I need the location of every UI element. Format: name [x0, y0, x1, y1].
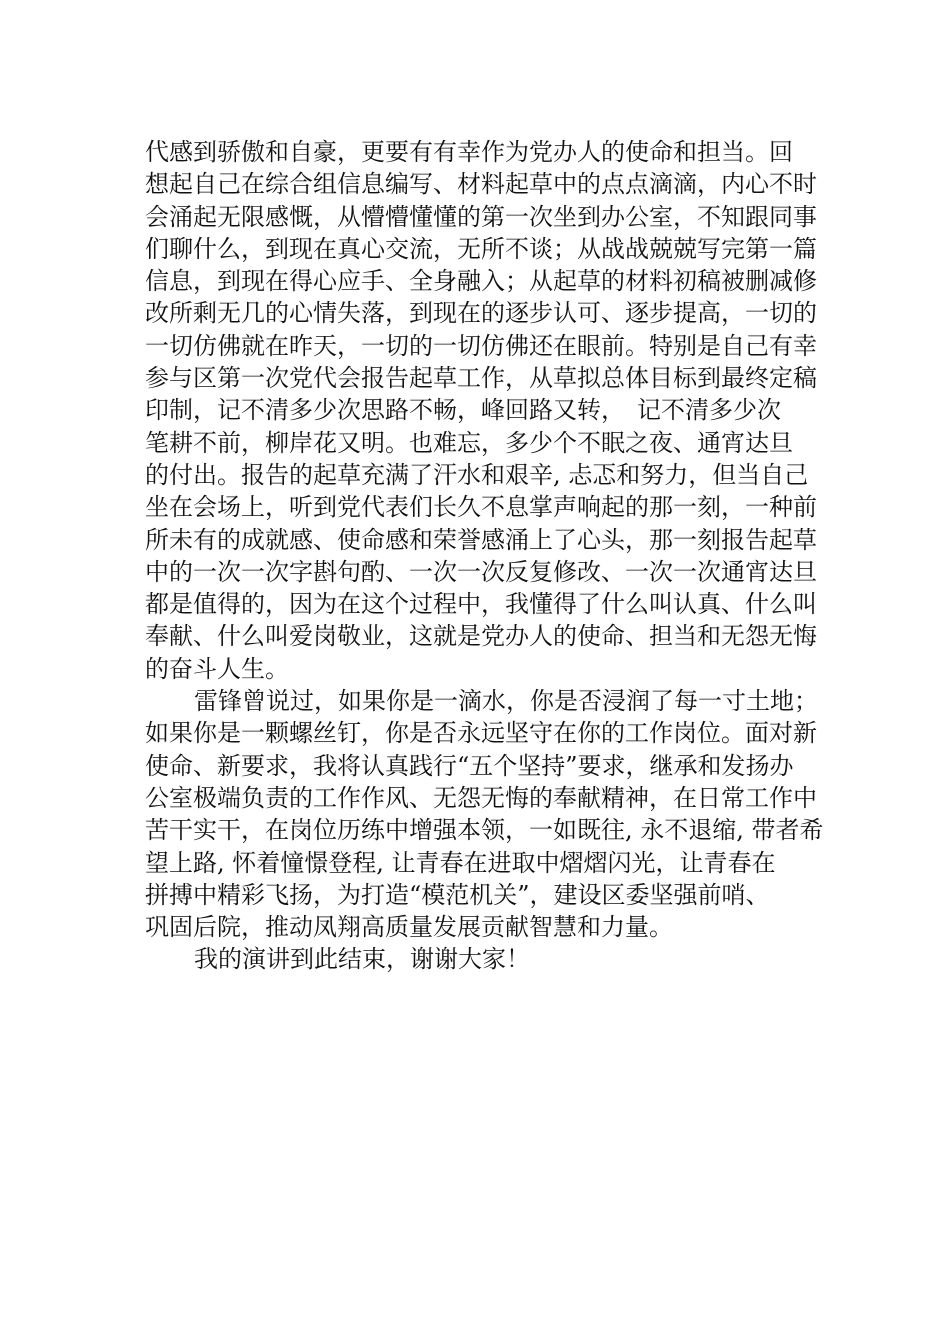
- paragraph-2: [145, 685, 825, 943]
- text-line: 我的演讲到此结束，谢谢大家！: [194, 945, 530, 974]
- text-line: 印制，记不清多少次思路不畅，峰回路又转， 记不清多少次: [145, 396, 781, 425]
- text-line: 巩固后院，推动凤翔高质量发展贡献智慧和力量。: [145, 913, 673, 942]
- text-line: 们聊什么，到现在真心交流，无所不谈；从战战兢兢写完第一篇: [145, 234, 817, 263]
- text-line: 的付出。报告的起草充满了汗水和艰辛, 忐忑和努力，但当自己: [145, 460, 809, 489]
- text-line: 一切仿佛就在昨天，一切的一切仿佛还在眼前。特别是自己有幸: [145, 331, 817, 360]
- text-line: 雷锋曾说过，如果你是一滴水，你是否浸润了每一寸土地；: [194, 687, 818, 716]
- text-line: 都是值得的，因为在这个过程中，我懂得了什么叫认真、什么叫: [145, 590, 817, 619]
- text-line: 公室极端负责的工作作风、无怨无悔的奉献精神，在日常工作中: [145, 783, 817, 812]
- text-line: 改所剩无几的心情失落，到现在的逐步认可、逐步提高，一切的: [145, 299, 817, 328]
- text-line: 信息，到现在得心应手、全身融入；从起草的材料初稿被删减修: [145, 267, 817, 296]
- text-line: 使命、新要求，我将认真践行“五个坚持”要求，继承和发扬办: [145, 751, 794, 780]
- text-line: 想起自己在综合组信息编写、材料起草中的点点滴滴，内心不时: [145, 170, 817, 199]
- text-line: 笔耕不前，柳岸花又明。也难忘，多少个不眠之夜、通宵达旦: [145, 428, 793, 457]
- paragraph-1: [145, 136, 825, 685]
- text-line: 望上路, 怀着憧憬登程, 让青春在进取中熠熠闪光，让青春在: [145, 848, 776, 877]
- paragraph-3: [145, 943, 825, 975]
- text-line: 代感到骄傲和自豪，更要有有幸作为党办人的使命和担当。回: [145, 138, 793, 166]
- text-line: 如果你是一颗螺丝钉，你是否永远坚守在你的工作岗位。面对新: [145, 719, 817, 748]
- text-line: 拼搏中精彩飞扬，为打造“模范机关”，建设区委坚强前哨、: [145, 880, 770, 909]
- document-page: [145, 136, 825, 976]
- text-line: 会涌起无限感慨，从懵懵懂懂的第一次坐到办公室，不知跟同事: [145, 202, 817, 231]
- text-line: 的奋斗人生。: [145, 654, 289, 683]
- text-line: 苦干实干，在岗位历练中增强本领，一如既往, 永不退缩, 带者希: [145, 816, 824, 845]
- text-line: 参与区第一次党代会报告起草工作，从草拟总体目标到最终定稿: [145, 364, 817, 393]
- text-line: 奉献、什么叫爱岗敬业，这就是党办人的使命、担当和无怨无悔: [145, 622, 817, 651]
- text-line: 所未有的成就感、使命感和荣誉感涌上了心头，那一刻报告起草: [145, 525, 817, 554]
- text-line: 坐在会场上，听到党代表们长久不息掌声响起的那一刻，一种前: [145, 493, 817, 522]
- text-line: 中的一次一次字斟句酌、一次一次反复修改、一次一次通宵达旦: [145, 557, 817, 586]
